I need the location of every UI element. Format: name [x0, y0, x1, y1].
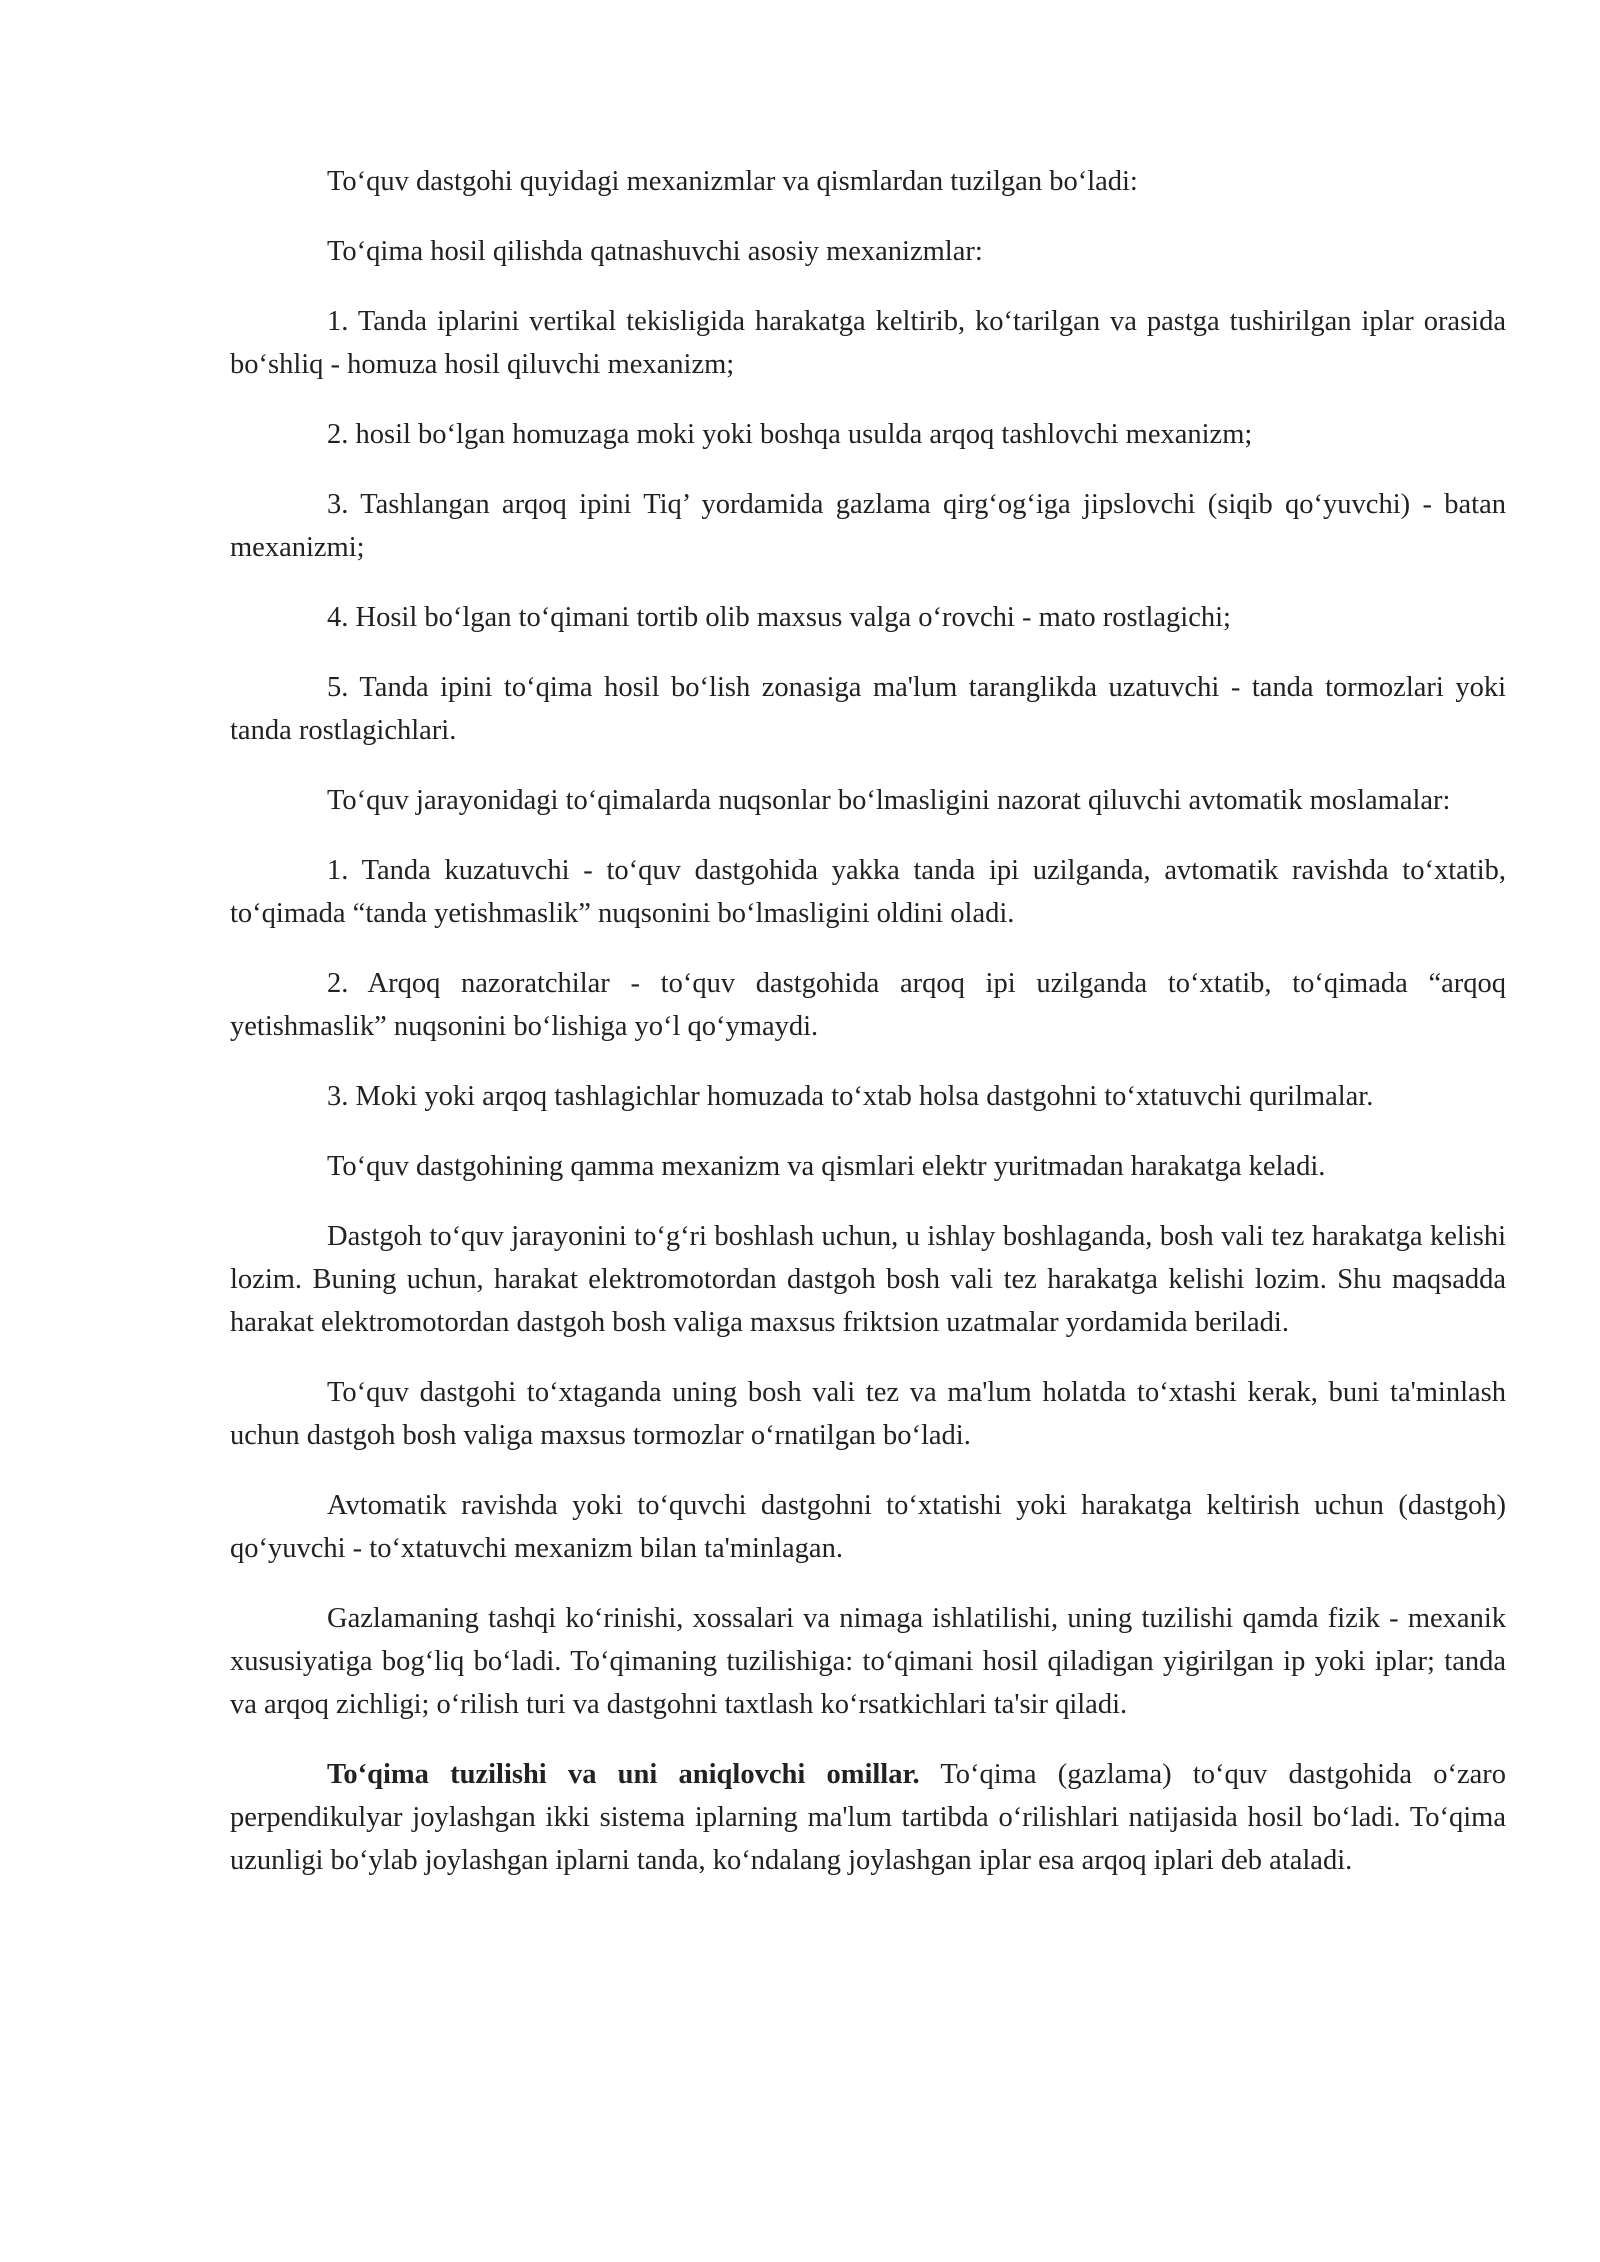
list-item: 2. hosil bo‘lgan homuzaga moki yoki boshqa usulda arqoq tashlovchi mexanizm;	[327, 419, 1253, 450]
paragraph: To‘qima hosil qilishda qatnashuvchi asosiy mexanizmlar:	[327, 236, 983, 267]
document-page	[230, 160, 1506, 1882]
list-item: 1. Tanda kuzatuvchi - to‘quv dastgohida yakka tanda ipi uzilganda, avtomatik ravishda to‘xtatib, to‘qimada “tanda yetishmaslik” nuqsonini bo‘lmasligini oldini oladi.	[230, 855, 1506, 929]
paragraph: Gazlamaning tashqi ko‘rinishi, xossalari va nimaga ishlatilishi, uning tuzilishi qamda fizik - mexanik xususiyatiga bog‘liq bo‘ladi. To‘qimaning tuzilishiga: to‘qimani hosil qiladigan yigirilgan ip yoki iplar; tanda va arqoq zichligi; o‘rilish turi va dastgohni taxtlash ko‘rsatkichlari ta'sir qiladi.	[230, 1603, 1506, 1720]
list-item: 4. Hosil bo‘lgan to‘qimani tortib olib maxsus valga o‘rovchi - mato rostlagichi;	[327, 602, 1231, 633]
paragraph: To‘quv dastgohi quyidagi mexanizmlar va qismlardan tuzilgan bo‘ladi:	[327, 166, 1138, 197]
list-item: 5. Tanda ipini to‘qima hosil bo‘lish zonasiga ma'lum taranglikda uzatuvchi - tanda tormozlari yoki tanda rostlagichlari.	[230, 672, 1506, 746]
final-paragraph-text: To‘qima (gazlama) to‘quv dastgohida o‘zaro perpendikulyar joylashgan ikki sistema iplarning ma'lum tartibda o‘rilishlari natijasida hosil bo‘ladi. To‘qima uzunligi bo‘ylab joylashgan iplarni tanda, ko‘ndalang joylashgan iplar esa arqoq iplari deb ataladi.	[230, 1759, 1506, 1876]
list-item: 1. Tanda iplarini vertikal tekisligida harakatga keltirib, ko‘tarilgan va pastga tushirilgan iplar orasida bo‘shliq - homuza hosil qiluvchi mexanizm;	[230, 306, 1506, 380]
list-item: 3. Moki yoki arqoq tashlagichlar homuzada to‘xtab holsa dastgohni to‘xtatuvchi qurilmalar.	[327, 1081, 1374, 1112]
final-paragraph	[230, 1753, 1506, 1882]
paragraph: Avtomatik ravishda yoki to‘quvchi dastgohni to‘xtatishi yoki harakatga keltirish uchun (dastgoh) qo‘yuvchi - to‘xtatuvchi mexanizm bilan ta'minlagan.	[230, 1490, 1506, 1564]
list-item: 2. Arqoq nazoratchilar - to‘quv dastgohida arqoq ipi uzilganda to‘xtatib, to‘qimada “arqoq yetishmaslik” nuqsonini bo‘lishiga yo‘l qo‘ymaydi.	[230, 968, 1506, 1042]
list-item: 3. Tashlangan arqoq ipini Tiq’ yordamida gazlama qirg‘og‘iga jipslovchi (siqib qo‘yuvchi) - batan mexanizmi;	[230, 489, 1506, 563]
paragraph: To‘quv jarayonidagi to‘qimalarda nuqsonlar bo‘lmasligini nazorat qiluvchi avtomatik moslamalar:	[327, 785, 1451, 816]
paragraph: To‘quv dastgohining qamma mexanizm va qismlari elektr yuritmadan harakatga keladi.	[327, 1151, 1326, 1182]
paragraph: Dastgoh to‘quv jarayonini to‘g‘ri boshlash uchun, u ishlay boshlaganda, bosh vali tez harakatga kelishi lozim. Buning uchun, harakat elektromotordan dastgoh bosh vali tez harakatga kelishi lozim. Shu maqsadda harakat elektromotordan dastgoh bosh valiga maxsus friktsion uzatmalar yordamida beriladi.	[230, 1221, 1506, 1338]
paragraph: To‘quv dastgohi to‘xtaganda uning bosh vali tez va ma'lum holatda to‘xtashi kerak, buni ta'minlash uchun dastgoh bosh valiga maxsus tormozlar o‘rnatilgan bo‘ladi.	[230, 1377, 1506, 1451]
section-heading: To‘qima tuzilishi va uni aniqlovchi omillar.	[327, 1759, 920, 1790]
